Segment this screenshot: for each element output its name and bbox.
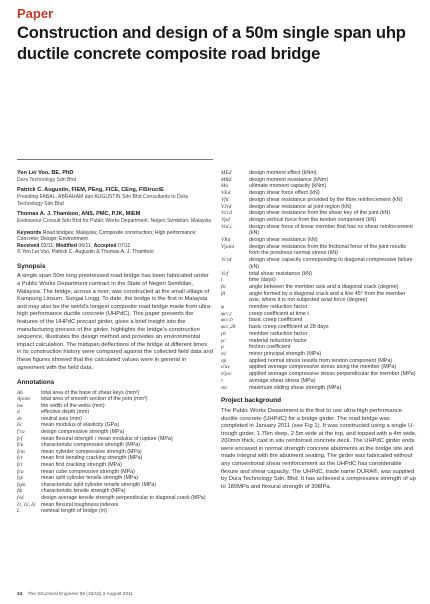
notation-symbol: Mu [221, 183, 229, 190]
page-number: 24 [17, 592, 23, 597]
notation-definition: basic creep coefficient [249, 317, 303, 324]
notation-definition: characteristic compressive strength (MPa) [41, 442, 140, 449]
notation-definition: ultimate moment capacity (kNm) [249, 183, 327, 190]
notation-symbol: Ec [17, 422, 23, 429]
left-column [17, 170, 213, 515]
article-meta [17, 230, 213, 256]
notation-definition: design shear force effect (kN) [249, 190, 320, 197]
notation-definition: design compressive strength (MPa) [41, 429, 125, 436]
author-affiliation: Dura Technology Sdn Bhd [17, 177, 77, 184]
author-3 [17, 211, 213, 225]
section-kicker: Paper [17, 6, 54, 21]
author-name: Yen Lei Voo, BE, PhD [17, 170, 74, 176]
notation-symbol: Ajoint [17, 396, 30, 403]
notation-definition: design shear resistance provided by the fibre reinforcement (kN) [249, 196, 403, 203]
notation-definition: design shear capacity corresponding to diagonal compressive failure (kN) [249, 257, 413, 270]
synopsis-text: A single span 50m long prestressed road bridge has been fabricated under a Public Works Department contract in the State of Negeri Sembilan, Malaysia. The bridge, across a river, was constructed at the small village of Kampung Linsum, Sungai Lingg. To date, the bridge is the first in Malaysia and may also be the world's longest composite road bridge made from ultra-high performance ductile concrete (UHPdC). This paper presents the features of the UHPdC precast girder, gives a brief insight into the manufacturing process of the girder, highlights the bridge's construction sequence, illustrates the design method and provides an environmental impact calculation. The midspan deflections of the bridge at different times in its construction history were compared against the collected field data and these figures showed that the calculated values were in general in agreement with the field data. [17, 273, 213, 371]
notation-definition: applied average compressive stress along the member (MPa) [249, 364, 397, 371]
notation-symbol: f'ca [17, 429, 25, 436]
notation-definition: design average tensile strength perpendicular to diagonal crack (MPa) [41, 495, 206, 501]
notation-definition: design shear resistance from the shear key of the joint (kN) [249, 210, 391, 217]
author-2 [17, 187, 213, 208]
notation-symbol: dv [17, 415, 22, 422]
notation-symbol: βl [221, 290, 226, 297]
notation-definition: average shear stress (MPa) [249, 377, 316, 384]
notation-definition: time (days) [249, 277, 276, 284]
author-affiliation: Presiding FABAL, ABRAHAM dan AUGUSTIN Sdn Bhd Consultants to Dura Technology Sdn Bhd [17, 194, 189, 207]
notation-list [221, 170, 417, 391]
notation-symbol: φcc,t [221, 310, 232, 317]
dates-line: Received 03/11; Modified 06/11; Accepted 07/11 [17, 242, 131, 249]
notation-definition: design moment resistance (kNm) [249, 176, 329, 183]
notation-symbol: d [17, 409, 20, 416]
notation-symbol: Vfd [221, 196, 229, 203]
notation-symbol: fsp [17, 475, 24, 482]
notation-symbol: VRd [221, 237, 231, 244]
notation-definition: basic creep coefficient at 28 days [249, 324, 329, 331]
notation-definition: nominal length of bridge (m) [41, 508, 107, 515]
notation-symbol: Vccd [221, 210, 232, 217]
notation-definition: mean cube compressive strength (MPa) [41, 468, 135, 475]
notation-definition: member reduction factor [249, 304, 308, 311]
notation-definition: total shear resistance (kN) [249, 270, 312, 277]
notation-definition: angle formed by a diagonal crack and a line 45° from the member axis, where it is not subjected axial force (degree) [249, 290, 406, 304]
notation-definition: mean modulus of elasticity (GPa) [41, 422, 120, 429]
notation-symbol: τ [221, 377, 223, 384]
journal-citation: The Structural Engineer 89 (15/16) 2 August 2011 [27, 592, 134, 597]
notation-definition: friction coefficient [249, 344, 291, 351]
notation-symbol: σ'jav [221, 371, 232, 378]
notation-symbol: φcc,b [221, 317, 233, 324]
notation-definition: design moment effect (kNm) [249, 170, 317, 176]
keywords-line: Keywords Road bridges; Malaysia; Composite construction; High performance; Concrete; Design; Environment [17, 229, 197, 243]
notation-definition: angle between the member axis and a diagonal crack (degree) [249, 283, 399, 290]
notation-symbol: φcc,28 [221, 324, 236, 331]
author-name: Thomas A. J. Thamboo, ANS, PMC, PJK, MIEM [17, 210, 141, 217]
notation-symbol: Vjoint [221, 243, 235, 250]
notation-definition: mean first cracking strength (MPa) [41, 462, 122, 469]
notation-symbol: ftk [17, 488, 23, 495]
notation-definition: minor principal strength (MPa) [249, 350, 322, 357]
notation-definition: design shear resistance (kN) [249, 237, 318, 244]
notation-definition: design shear resistance from the frictional force of the joint results from the prestress normal stress (kN) [249, 243, 407, 257]
notation-symbol: MEd [221, 170, 232, 176]
notation-symbol: fck [17, 442, 24, 449]
notation-symbol: βc [221, 283, 227, 290]
notation-definition: total area of smooth section of the joint (mm²) [41, 396, 148, 403]
notation-symbol: γc [221, 337, 226, 344]
notation-definition: the width of the webs (mm) [41, 402, 105, 409]
notation-definition: member reduction factor [249, 330, 308, 337]
notation-symbol: Vrd,c [221, 223, 233, 230]
notation-symbol: σp [221, 357, 227, 364]
notation-symbol: τm [221, 384, 227, 391]
author-affiliation: Endeavour Consult Sdn Bhd for Public Works Department, Negeri Sembilan, Malaysia [17, 218, 212, 224]
notation-symbol: σ1 [221, 350, 227, 357]
notation-symbol: t [221, 277, 223, 284]
notation-definition: design shear resistance at joint region (kN) [249, 203, 352, 210]
annotations-heading: Annotations [17, 379, 55, 387]
notation-symbol: fcf [17, 435, 23, 442]
notation-symbol: VEd [221, 190, 231, 197]
notation-symbol: fcm [17, 448, 25, 455]
notation-definition: neutral axis (mm) [41, 415, 82, 422]
notation-definition: characteristic tensile strength (MPa) [41, 488, 126, 495]
notation-symbol: fvd [17, 495, 24, 501]
notation-definition: maximum sliding shear strength (MPa) [249, 384, 342, 391]
notation-symbol: bw [17, 402, 24, 409]
notation-definition: design vertical force from the tendon component (kN) [249, 216, 377, 223]
title-rule [17, 159, 213, 160]
notation-symbol: γb [221, 330, 226, 337]
project-background-heading: Project background [221, 397, 282, 405]
notation-symbol: fct [17, 462, 23, 469]
notation-definition: mean split cylinder tensile strength (MPa) [41, 475, 139, 482]
notation-definition: total area of the base of shear keys (mm²) [41, 389, 140, 396]
notation-symbol: L [17, 508, 20, 515]
notation-definition: design shear force of linear member that has no shear reinforcement (kN) [249, 223, 413, 237]
notation-definition: applied average compressive stress perpendicular the member (MPa) [249, 371, 416, 378]
notation-symbol: φ [221, 304, 224, 311]
notation-definition: mean first bending cracking strength (MPa) [41, 455, 143, 462]
notation-definition: mean flexural strength / mean modulus of rupture (MPa) [41, 435, 173, 442]
notation-symbol: I1, I2, I3 [17, 501, 36, 508]
author-1 [17, 170, 213, 184]
notation-symbol: μ [221, 344, 224, 351]
notation-definition: applied normal stress results from tendon component (MPa) [249, 357, 393, 364]
notation-symbol: Vcf [221, 270, 229, 277]
notation-symbol: fcr [17, 455, 23, 462]
notation-definition: mean flexural toughness indexes [41, 501, 119, 508]
notation-symbol: fcu [17, 468, 24, 475]
right-column [221, 170, 417, 491]
annotations-list [17, 390, 213, 515]
notation-definition: mean cylinder compressive strength (MPa) [41, 448, 142, 455]
notation-symbol: σ'av [221, 364, 230, 371]
notation-definition: creep coefficient at time t [249, 310, 309, 317]
notation-symbol: Vcrd [221, 257, 232, 264]
notation-definition: effective depth (mm) [41, 409, 90, 416]
notation-definition: material reduction factor [249, 337, 307, 344]
copyright-line: © Yen Lei Voo, Patrick C. Augustin & Thomas A. J. Thamboo [17, 249, 154, 256]
notation-definition: characteristic split cylinder tensile strength (MPa) [41, 481, 157, 488]
page-footer [17, 592, 133, 597]
author-name: Patrick C. Augustin, FIEM, PEng, FICE, CEng, FIStructE [17, 187, 164, 193]
notation-symbol: Ab [17, 389, 23, 396]
notation-symbol: fspk [17, 481, 26, 488]
paper-title: Construction and design of a 50m single span uhp ductile concrete composite road bridge [17, 23, 406, 63]
notation-symbol: Vpd [221, 216, 230, 223]
project-background-text: The Public Works Department is the first to use ultra-high performance ductile concrete (UHPdC) for a bridge girder. The road bridge was completed in January 2011 (see Fig 1). It was constructed using a single U-trough girder, 1.75m deep, 2.5m wide at the top, and topped with a 4m wide, 200mm thick, cast in situ reinforced concrete deck. The UHPdC girder ends were encased in normal strength concrete abutments at the bridge site and made integral with the abutment seating. The girder was fabricated without any conventional shear reinforcement as the UHPdC has considerable flexure and shear capacity. The UHPdC, trade name DURA®, was supplied by Dura Technology Sdn. Bhd. It has achieved a compressive strength of up to 180MPa and flexural strength of 30MPa. [221, 407, 417, 490]
notation-symbol: VJrd [221, 203, 232, 210]
synopsis-heading: Synopsis [17, 262, 46, 270]
notation-symbol: MRd [221, 176, 232, 183]
